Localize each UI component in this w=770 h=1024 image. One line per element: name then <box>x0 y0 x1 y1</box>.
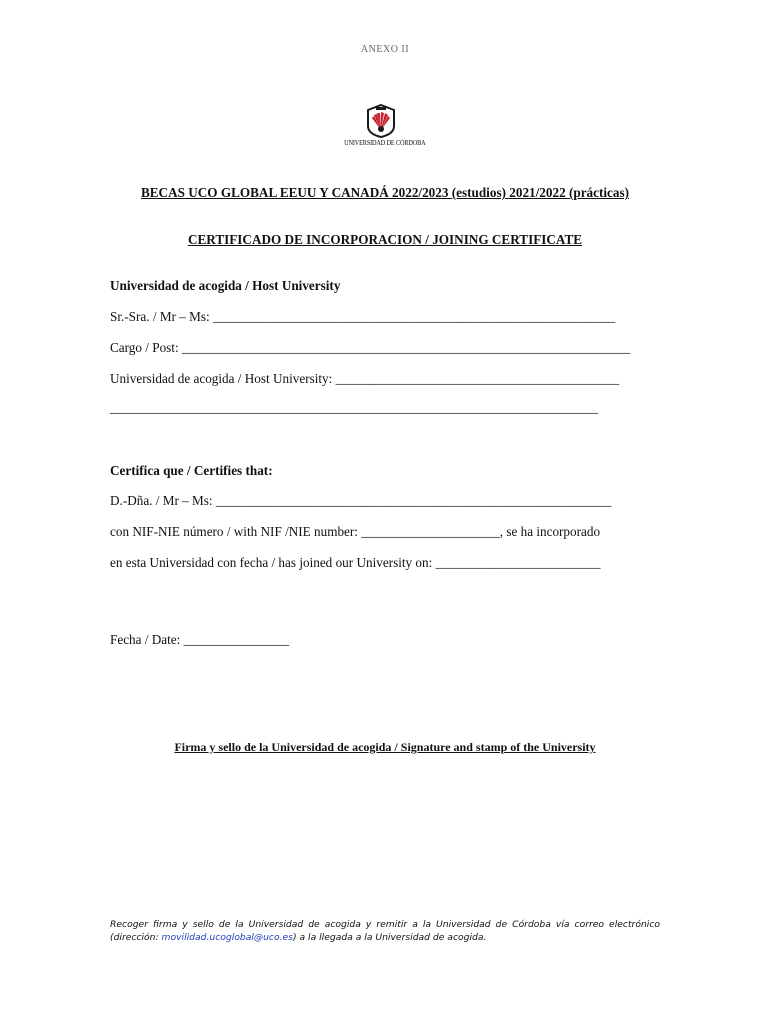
host-university-extra-field[interactable]: __________________________________________________________________________ <box>110 400 598 415</box>
nif-nie-field[interactable]: con NIF-NIE número / with NIF /NIE number: _____________________, se ha incorporado <box>110 524 601 539</box>
footer-text-start: Recoger firma y sello de la Universidad de acogida y remitir a la Universidad de Córdoba vía correo electrónico (dirección: <box>110 919 660 943</box>
annex-label: ANEXO II <box>360 44 410 55</box>
student-name-field[interactable]: D.-Dña. / Mr – Ms: ____________________________________________________________ <box>110 493 612 508</box>
signature-stamp-heading: Firma y sello de la Universidad de acogida / Signature and stamp of the University <box>174 740 596 754</box>
host-university-field[interactable]: Universidad de acogida / Host University: ___________________________________________ <box>110 371 620 386</box>
host-university-heading: Universidad de acogida / Host University <box>110 278 341 293</box>
host-name-field[interactable]: Sr.-Sra. / Mr – Ms: _____________________________________________________________ <box>110 309 616 324</box>
university-logo <box>340 104 426 154</box>
date-field[interactable]: Fecha / Date: ________________ <box>110 632 290 647</box>
footer-instructions <box>110 918 660 944</box>
university-emblem-icon <box>364 104 398 138</box>
program-title: BECAS UCO GLOBAL EEUU Y CANADÁ 2022/2023 (estudios) 2021/2022 (prácticas) <box>140 185 630 200</box>
certificate-title: CERTIFICADO DE INCORPORACION / JOINING CERTIFICATE <box>187 232 583 247</box>
joining-date-field[interactable]: en esta Universidad con fecha / has joined our University on: _________________________ <box>110 555 601 570</box>
certifies-heading: Certifica que / Certifies that: <box>110 463 273 478</box>
footer-text-end: ) a la llegada a la Universidad de acogida. <box>292 932 487 943</box>
host-post-field[interactable]: Cargo / Post: ____________________________________________________________________ <box>110 340 631 355</box>
footer-email-link[interactable]: movilidad.ucoglobal@uco.es <box>161 932 293 943</box>
logo-wordmark: UNIVERSIDAD DE CÓRDOBA <box>344 139 426 147</box>
